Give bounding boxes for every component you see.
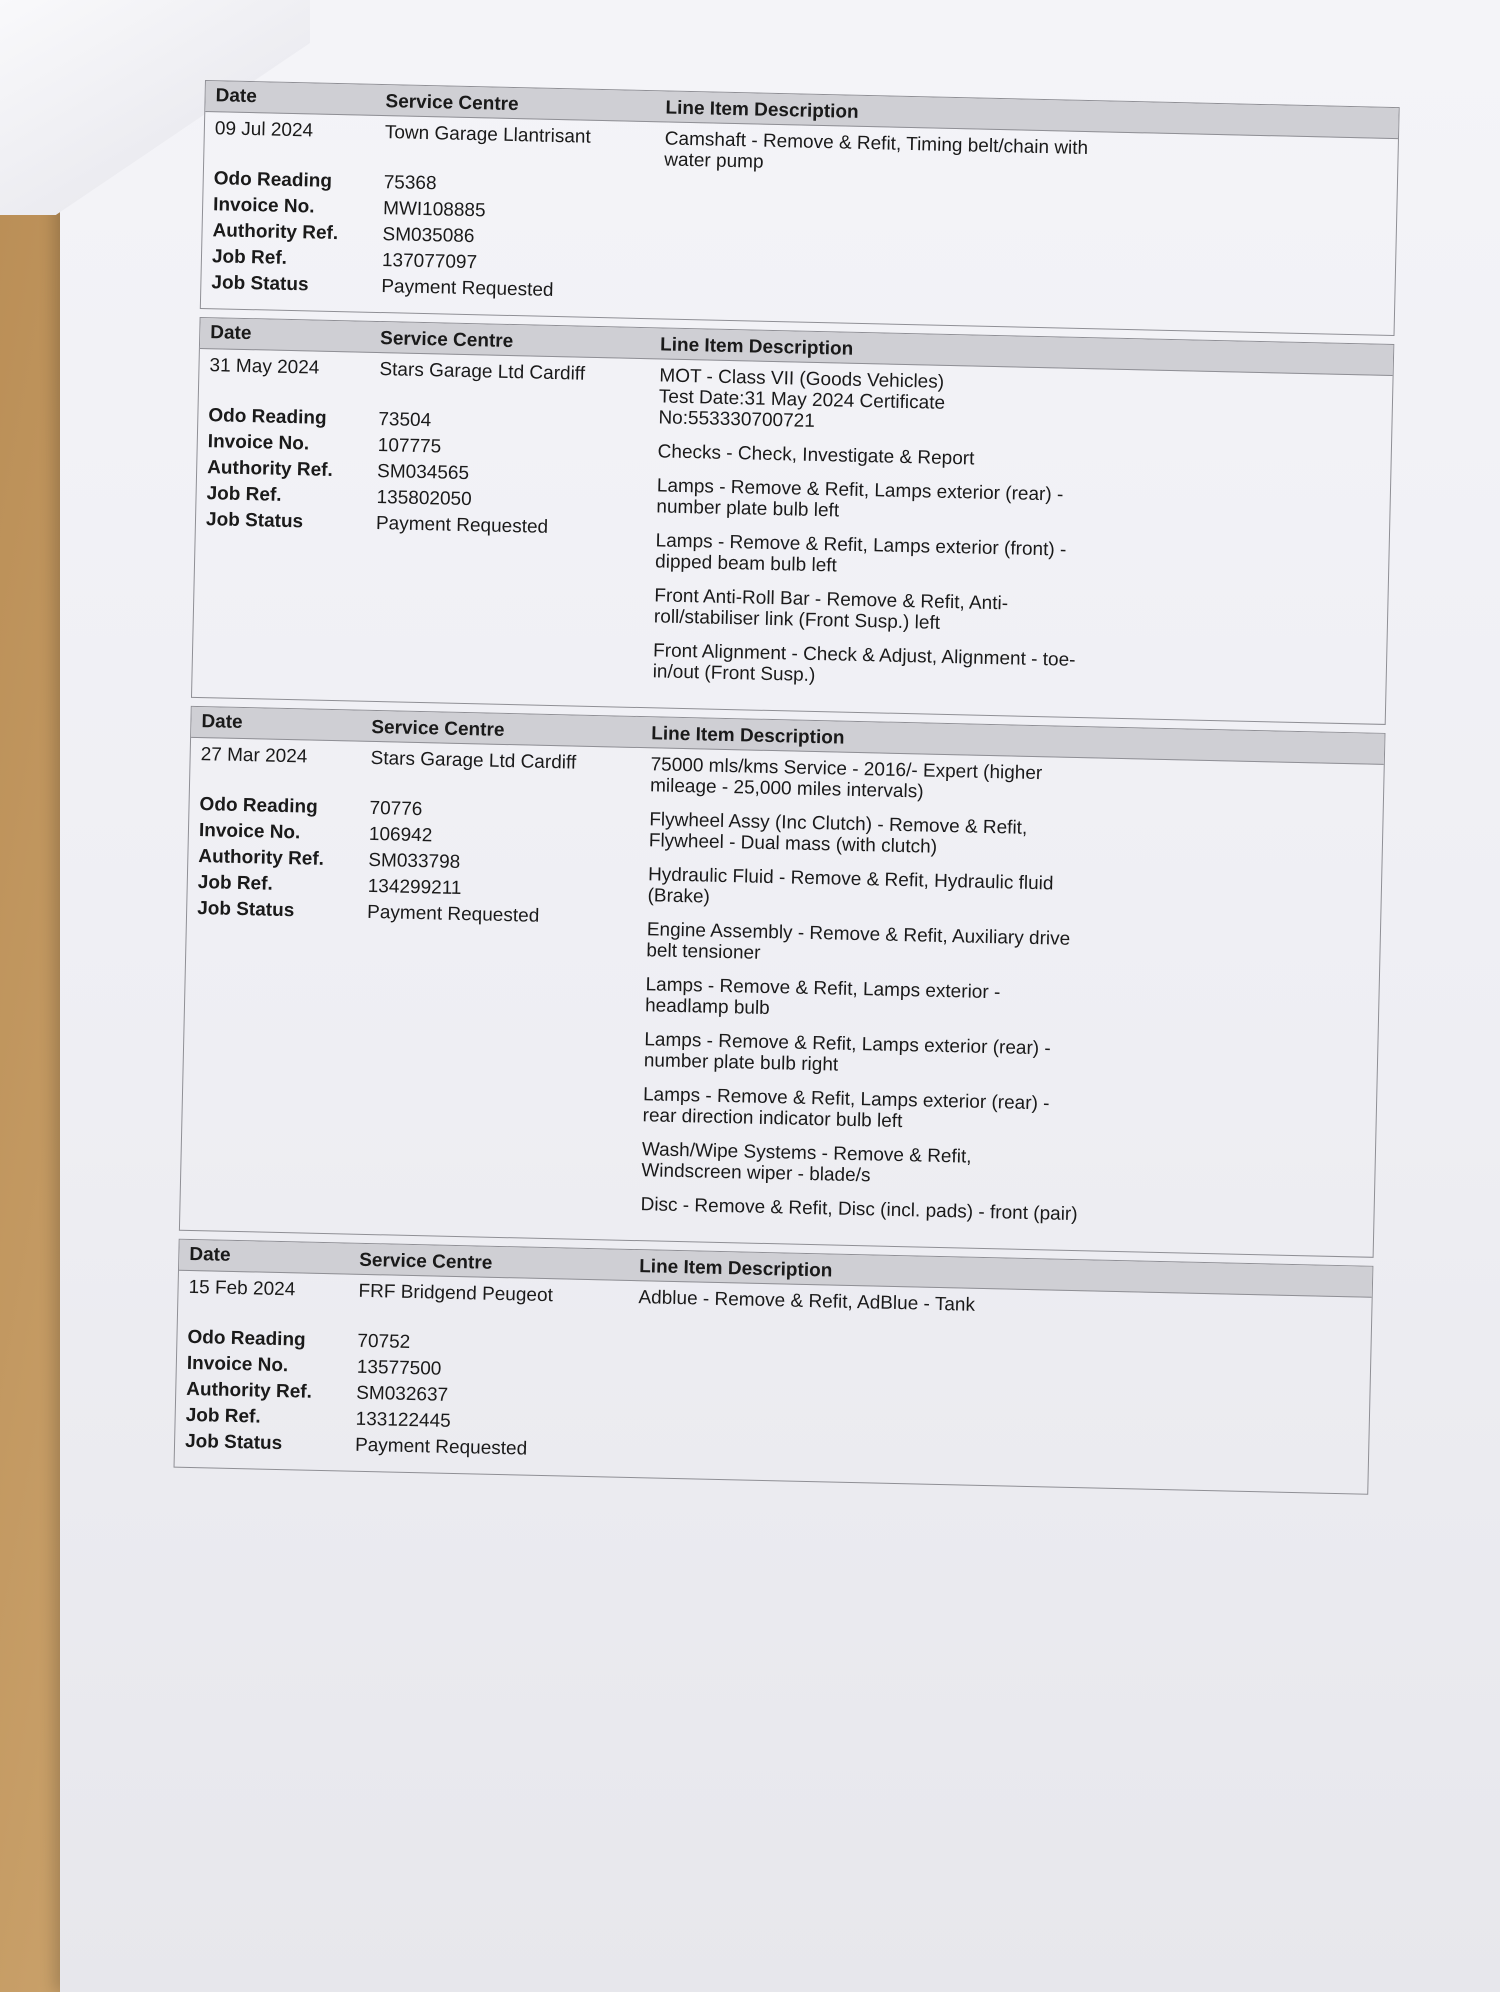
header-date: Date: [210, 322, 252, 345]
record-details: [180, 744, 651, 1228]
line-item: Lamps - Remove & Refit, Lamps exterior (rear) - rear direction indicator bulb left: [642, 1084, 1050, 1133]
job-ref-label: Job Ref.: [185, 1404, 261, 1428]
odo-reading-value: 75368: [383, 172, 437, 195]
line-item: Checks - Check, Investigate & Report: [657, 441, 975, 470]
header-date: Date: [201, 711, 243, 734]
job-status-label: Job Status: [205, 509, 304, 533]
header-line-item-description: Line Item Description: [638, 1256, 833, 1282]
record-date: 15 Feb 2024: [188, 1276, 296, 1301]
line-item: Lamps - Remove & Refit, Lamps exterior (front) - dipped beam bulb left: [654, 530, 1067, 577]
line-item: Engine Assembly - Remove & Refit, Auxiliary drive belt tensioner: [646, 919, 1071, 964]
job-status-value: Payment Requested: [366, 901, 540, 927]
line-item: Wash/Wipe Systems - Remove & Refit, Windscreen wiper - blade/s: [641, 1139, 972, 1187]
record-details: [201, 118, 665, 306]
record-details: [192, 355, 659, 695]
service-record: [191, 317, 1394, 725]
authority-ref-label: Authority Ref.: [198, 846, 325, 870]
job-status-value: Payment Requested: [354, 1434, 528, 1460]
invoice-no-label: Invoice No.: [212, 194, 315, 218]
record-body: [175, 1271, 1372, 1494]
line-item-list: [640, 754, 1384, 1245]
line-item: Camshaft - Remove & Refit, Timing belt/chain with water pump: [664, 128, 1089, 173]
job-ref-value: 135802050: [376, 487, 472, 511]
invoice-no-value: 13577500: [356, 1356, 442, 1380]
job-status-label: Job Status: [211, 272, 309, 296]
job-ref-value: 137077097: [381, 250, 478, 274]
odo-reading-label: Odo Reading: [187, 1326, 306, 1351]
header-line-item-description: Line Item Description: [651, 723, 845, 749]
header-line-item-description: Line Item Description: [659, 334, 854, 360]
header-service-centre: Service Centre: [359, 1249, 493, 1274]
job-ref-value: 134299211: [367, 875, 462, 900]
record-body: [192, 349, 1393, 724]
job-ref-label: Job Ref.: [197, 872, 273, 895]
authority-ref-value: SM035086: [382, 224, 475, 248]
record-details: [175, 1277, 639, 1465]
header-service-centre: Service Centre: [371, 716, 505, 741]
record-service-centre: Stars Garage Ltd Cardiff: [370, 747, 577, 774]
header-date: Date: [215, 85, 258, 108]
line-item: 75000 mls/kms Service - 2016/- Expert (higher mileage - 25,000 miles intervals): [649, 754, 1043, 803]
record-service-centre: Stars Garage Ltd Cardiff: [379, 359, 586, 385]
header-service-centre: Service Centre: [385, 91, 519, 116]
authority-ref-value: SM033798: [368, 849, 461, 873]
job-ref-label: Job Ref.: [206, 483, 282, 506]
job-ref-value: 133122445: [355, 1408, 451, 1432]
line-item: Front Anti-Roll Bar - Remove & Refit, Anti-roll/stabiliser link (Front Susp.) left: [653, 585, 1009, 634]
invoice-no-label: Invoice No.: [198, 820, 301, 844]
invoice-no-value: 106942: [368, 823, 433, 847]
record-date: 09 Jul 2024: [214, 118, 314, 142]
record-body: [201, 112, 1398, 335]
line-item: MOT - Class VII (Goods Vehicles) Test Date:31 May 2024 Certificate No:553330700721: [658, 365, 946, 432]
record-service-centre: FRF Bridgend Peugeot: [358, 1280, 554, 1307]
authority-ref-label: Authority Ref.: [206, 457, 334, 481]
header-line-item-description: Line Item Description: [665, 97, 859, 123]
job-ref-label: Job Ref.: [211, 246, 288, 269]
odo-reading-value: 73504: [378, 409, 432, 432]
line-item-list: [652, 365, 1392, 712]
invoice-no-value: MWI108885: [382, 198, 486, 222]
odo-reading-label: Odo Reading: [208, 405, 327, 429]
record-date: 27 Mar 2024: [200, 744, 308, 768]
odo-reading-value: 70752: [357, 1330, 411, 1353]
header-service-centre: Service Centre: [379, 328, 514, 353]
line-item: Lamps - Remove & Refit, Lamps exterior (rear) - number plate bulb left: [656, 475, 1064, 522]
record-date: 31 May 2024: [209, 355, 320, 379]
record-body: [180, 738, 1384, 1257]
job-status-value: Payment Requested: [375, 512, 549, 538]
invoice-no-value: 107775: [377, 435, 442, 458]
authority-ref-label: Authority Ref.: [186, 1378, 313, 1403]
line-item-list: [635, 1287, 1372, 1482]
job-status-value: Payment Requested: [381, 276, 554, 301]
odo-reading-label: Odo Reading: [199, 794, 319, 818]
invoice-no-label: Invoice No.: [207, 431, 310, 455]
authority-ref-value: SM034565: [376, 461, 470, 485]
service-history-list: [174, 80, 1400, 1495]
line-item: Hydraulic Fluid - Remove & Refit, Hydraulic fluid (Brake): [647, 864, 1054, 908]
authority-ref-value: SM032637: [356, 1382, 449, 1406]
line-item: Flywheel Assy (Inc Clutch) - Remove & Refit, Flywheel - Dual mass (with clutch): [648, 809, 1028, 858]
invoice-no-label: Invoice No.: [186, 1352, 289, 1377]
authority-ref-label: Authority Ref.: [212, 220, 339, 245]
line-item: Front Alignment - Check & Adjust, Alignment - toe-in/out (Front Susp.): [652, 640, 1076, 686]
line-item: Disc - Remove & Refit, Disc (incl. pads) - front (pair): [640, 1194, 1078, 1226]
service-record: [200, 80, 1400, 336]
odo-reading-value: 70776: [369, 797, 423, 821]
header-date: Date: [189, 1243, 231, 1266]
record-service-centre: Town Garage Llantrisant: [384, 122, 591, 148]
line-item: Lamps - Remove & Refit, Lamps exterior - headlamp bulb: [644, 974, 1001, 1020]
line-item-list: [661, 128, 1398, 323]
line-item: Adblue - Remove & Refit, AdBlue - Tank: [638, 1287, 976, 1316]
odo-reading-label: Odo Reading: [213, 168, 333, 192]
service-record: [174, 1239, 1374, 1495]
job-status-label: Job Status: [184, 1430, 283, 1455]
line-item: Lamps - Remove & Refit, Lamps exterior (rear) - number plate bulb right: [643, 1029, 1051, 1076]
job-status-label: Job Status: [196, 898, 295, 922]
service-record: [179, 706, 1386, 1258]
